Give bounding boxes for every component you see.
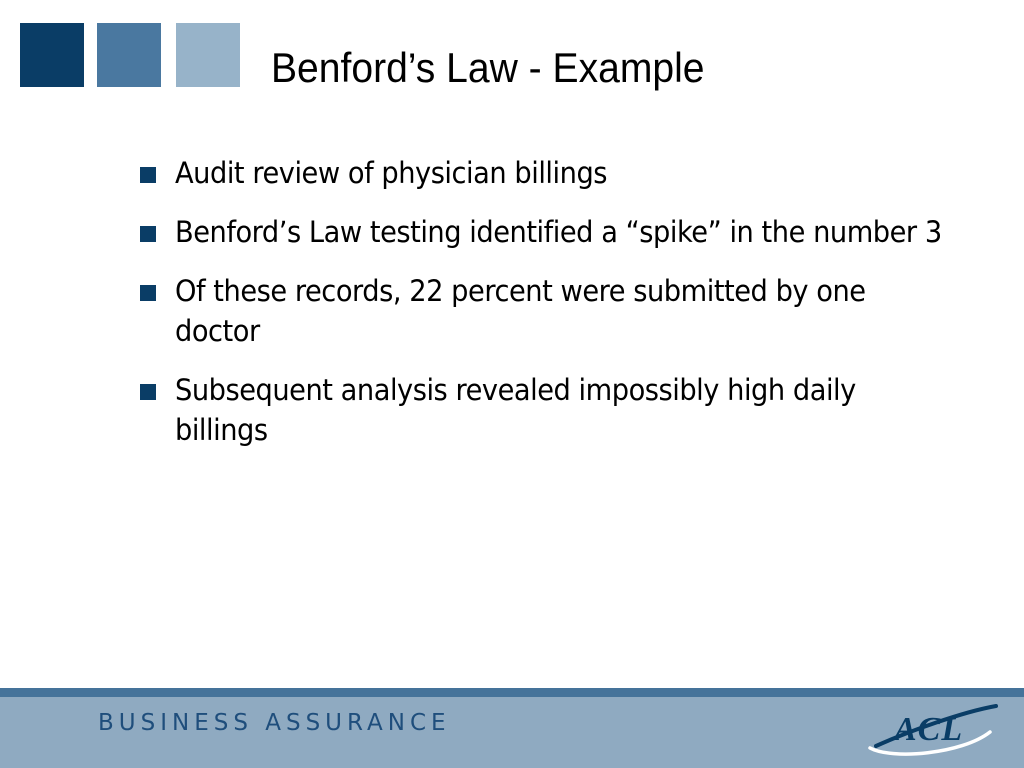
bullet-text: Of these records, 22 percent were submitted by one doctor [175,274,866,348]
square-bullet-icon [140,167,156,183]
square-bullet-icon [140,285,156,301]
footer-divider [0,688,1024,697]
acl-logo-icon [862,698,1002,758]
decorative-square-light [176,23,240,87]
bullet-item [140,271,920,351]
footer-bar [0,688,1024,768]
bullet-text: Subsequent analysis revealed impossibly high daily billings [175,373,856,447]
bullet-text: Benford’s Law testing identified a “spike” in the number 3 [175,215,942,249]
bullet-item [140,212,942,252]
bullet-item [140,370,920,450]
square-bullet-icon [140,226,156,242]
footer-tagline: BUSINESS ASSURANCE [98,710,451,736]
bullet-list [140,153,942,469]
decorative-square-mid [97,23,161,87]
logo-text: ACL [894,711,964,748]
bullet-text: Audit review of physician billings [175,156,608,190]
bullet-item [140,153,920,193]
square-bullet-icon [140,384,156,400]
decorative-square-dark [20,23,84,87]
slide-title: Benford’s Law - Example [271,44,705,91]
